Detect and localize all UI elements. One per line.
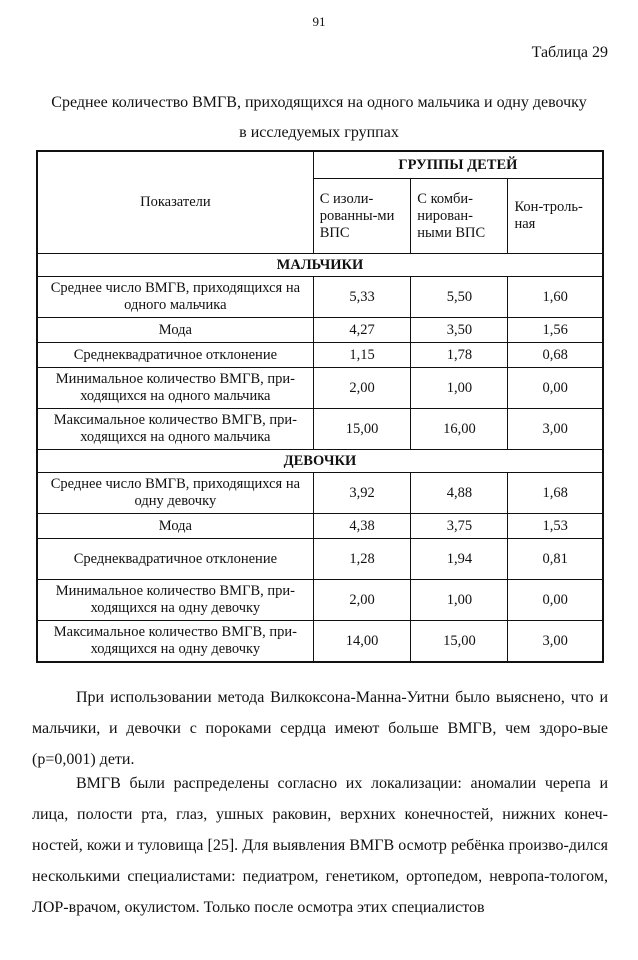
cell-value: 1,15: [313, 343, 411, 368]
cell-value: 1,56: [508, 318, 603, 343]
row-label: Минимальное количество ВМГВ, при-ходящихся на одного мальчика: [37, 368, 313, 409]
row-label: Среднее число ВМГВ, приходящихся на одного мальчика: [37, 277, 313, 318]
row-label: Минимальное количество ВМГВ, при-ходящихся на одну девочку: [37, 580, 313, 621]
section-girls: ДЕВОЧКИ: [37, 450, 603, 473]
cell-value: 5,50: [411, 277, 508, 318]
table-row: [37, 621, 603, 663]
paragraph-wilcoxon: При использовании метода Вилкоксона-Манна-Уитни было выяснено, что и мальчики, и девочки с пороками сердца имеют больше ВМГВ, чем здоро-вые (р=0,001) дети.: [32, 689, 608, 768]
table-row: [37, 343, 603, 368]
section-boys: МАЛЬЧИКИ: [37, 254, 603, 277]
cell-value: 15,00: [313, 409, 411, 450]
table-row: [37, 473, 603, 514]
page-number: 91: [312, 14, 326, 29]
cell-value: 0,00: [508, 368, 603, 409]
cell-value: 3,00: [508, 621, 603, 663]
header-col-control: Кон-троль-ная: [508, 179, 603, 254]
header-groups: ГРУППЫ ДЕТЕЙ: [313, 151, 603, 179]
cell-value: 14,00: [313, 621, 411, 663]
cell-value: 0,81: [508, 539, 603, 580]
cell-value: 1,00: [411, 580, 508, 621]
cell-value: 4,38: [313, 514, 411, 539]
header-col-combined: С комби-нирован-ными ВПС: [411, 179, 508, 254]
cell-value: 3,50: [411, 318, 508, 343]
table-row: [37, 580, 603, 621]
cell-value: 4,88: [411, 473, 508, 514]
cell-value: 1,68: [508, 473, 603, 514]
header-col-isolated: С изоли-рованны-ми ВПС: [313, 179, 411, 254]
cell-value: 1,00: [411, 368, 508, 409]
cell-value: 1,78: [411, 343, 508, 368]
table-row: [37, 318, 603, 343]
caption-line-2: в исследуемых группах: [239, 124, 399, 141]
cell-value: 3,75: [411, 514, 508, 539]
row-label: Максимальное количество ВМГВ, при-ходящихся на одного мальчика: [37, 409, 313, 450]
cell-value: 0,00: [508, 580, 603, 621]
cell-value: 16,00: [411, 409, 508, 450]
cell-value: 3,00: [508, 409, 603, 450]
table-row: [37, 514, 603, 539]
cell-value: 1,28: [313, 539, 411, 580]
cell-value: 1,60: [508, 277, 603, 318]
cell-value: 0,68: [508, 343, 603, 368]
table-row: [37, 277, 603, 318]
data-table: [36, 150, 604, 663]
row-label: Среднеквадратичное отклонение: [37, 343, 313, 368]
row-label: Мода: [37, 514, 313, 539]
paragraph-localization: ВМГВ были распределены согласно их локализации: аномалии черепа и лица, полости рта, глаз, ушных раковин, верхних конечностей, нижних конеч-ностей, кожи и туловища [25]. Для выявления ВМГВ осмотр ребёнка произво-дился несколькими специалистами: педиатром, генетиком, ортопедом, невропа-тологом, ЛОР-врачом, окулистом. Только после осмотра этих специалистов: [32, 775, 608, 916]
header-indicator: Показатели: [37, 151, 313, 254]
table-caption: [0, 88, 638, 148]
cell-value: 4,27: [313, 318, 411, 343]
cell-value: 1,53: [508, 514, 603, 539]
cell-value: 1,94: [411, 539, 508, 580]
cell-value: 15,00: [411, 621, 508, 663]
table-label: Таблица 29: [531, 44, 608, 61]
cell-value: 3,92: [313, 473, 411, 514]
cell-value: 5,33: [313, 277, 411, 318]
row-label: Среднее число ВМГВ, приходящихся на одну девочку: [37, 473, 313, 514]
row-label: Мода: [37, 318, 313, 343]
caption-line-1: Среднее количество ВМГВ, приходящихся на одного мальчика и одну девочку: [51, 94, 587, 111]
row-label: Максимальное количество ВМГВ, при-ходящихся на одну девочку: [37, 621, 313, 663]
table-row: [37, 368, 603, 409]
table-row: [37, 409, 603, 450]
cell-value: 2,00: [313, 580, 411, 621]
table-row: [37, 539, 603, 580]
cell-value: 2,00: [313, 368, 411, 409]
row-label: Среднеквадратичное отклонение: [37, 539, 313, 580]
